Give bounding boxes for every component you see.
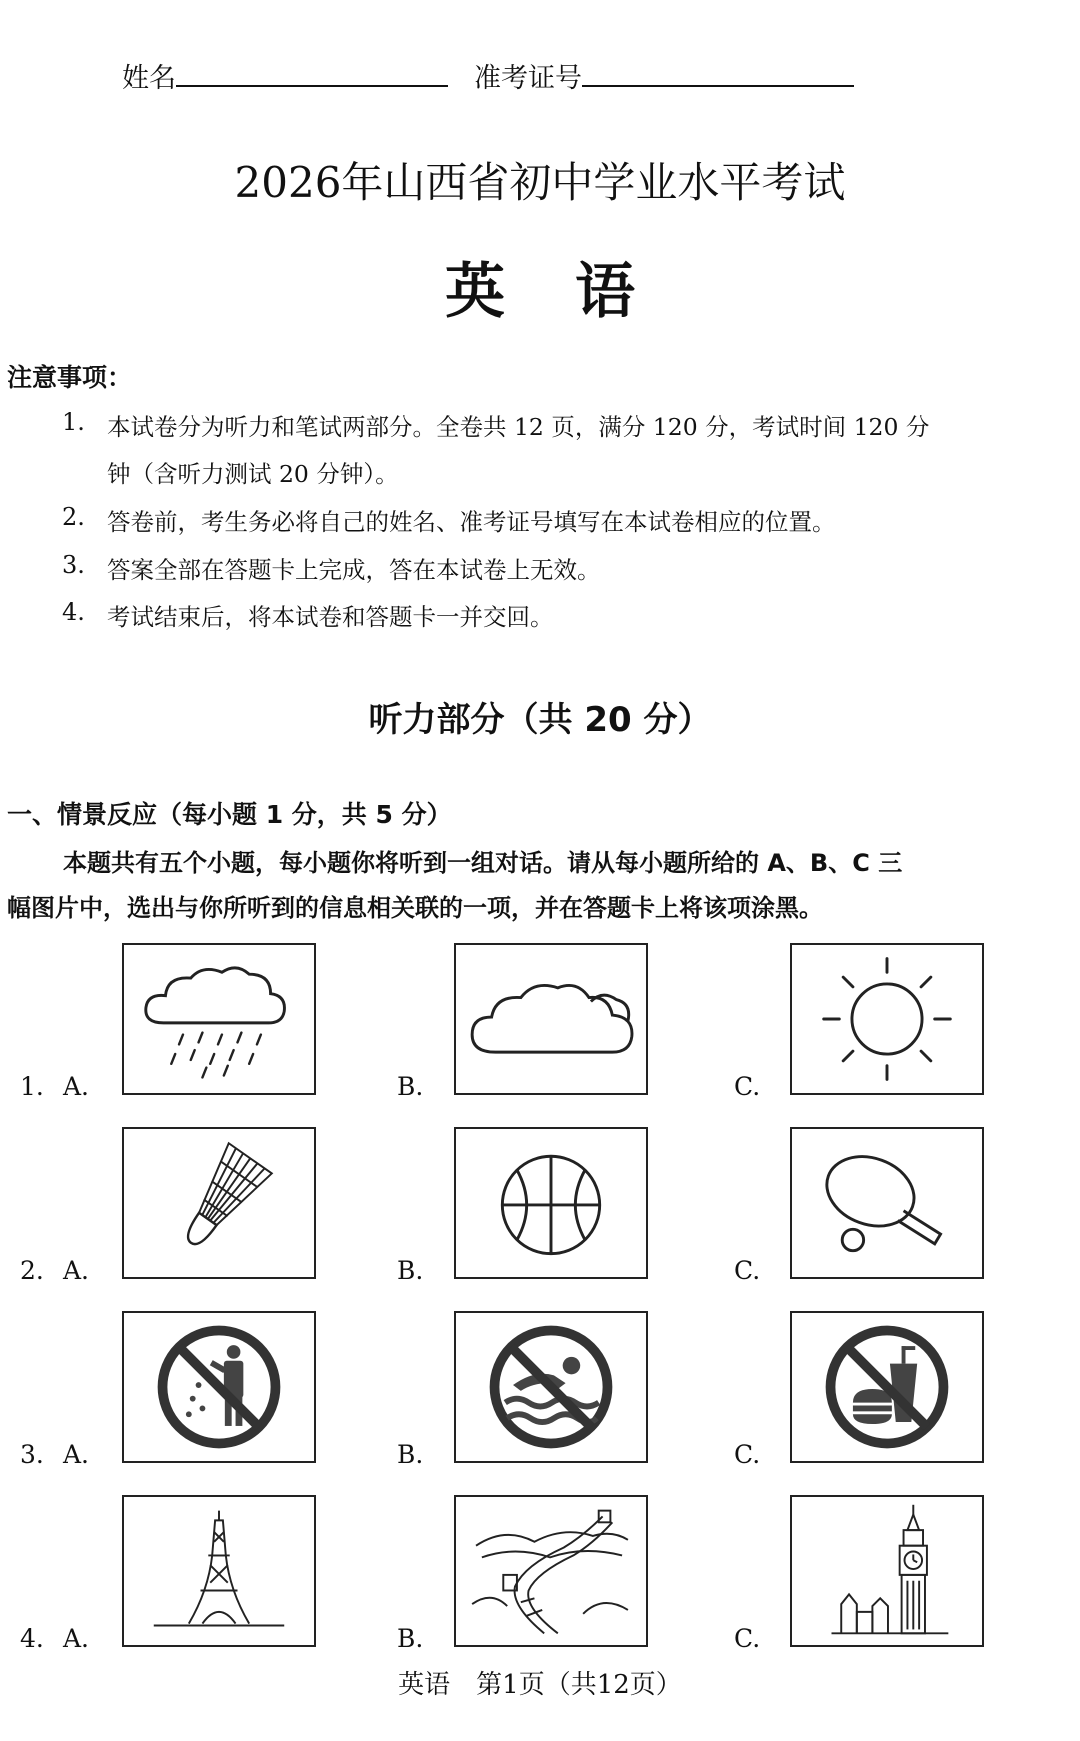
option-image-3a[interactable] — [122, 1311, 316, 1463]
option-image-2c[interactable] — [790, 1127, 984, 1279]
basketball-icon — [456, 1129, 646, 1277]
notice-heading: 注意事项： — [7, 363, 133, 392]
option-image-2a[interactable] — [122, 1127, 316, 1279]
option-image-1b[interactable] — [454, 943, 648, 1095]
eiffel-tower-icon — [124, 1497, 314, 1645]
option-image-1c[interactable] — [790, 943, 984, 1095]
notice-text: 本试卷分为听力和笔试两部分。全卷共 12 页，满分 120 分，考试时间 120 分 — [107, 413, 930, 441]
great-wall-icon — [456, 1497, 646, 1645]
big-ben-icon — [792, 1497, 982, 1645]
ping-pong-paddle-icon — [792, 1129, 982, 1277]
notice-text: 答案全部在答题卡上完成，答在本试卷上无效。 — [107, 556, 601, 584]
notice-num: 4. — [62, 598, 85, 626]
section-title: 听力部分（共 20 分） — [368, 700, 712, 740]
option-label[interactable]: B. — [397, 1072, 424, 1101]
option-label[interactable]: A. — [63, 1624, 90, 1653]
option-label[interactable]: C. — [734, 1256, 761, 1285]
option-image-2b[interactable] — [454, 1127, 648, 1279]
question-number: 1. — [20, 1072, 44, 1101]
option-label[interactable]: C. — [734, 1072, 761, 1101]
notice-text: 钟（含听力测试 20 分钟）。 — [107, 460, 399, 488]
part-instruction: 幅图片中，选出与你所听到的信息相关联的一项，并在答题卡上将该项涂黑。 — [7, 894, 823, 922]
sun-icon — [792, 945, 982, 1093]
option-image-4a[interactable] — [122, 1495, 316, 1647]
option-label[interactable]: A. — [63, 1440, 90, 1469]
name-blank[interactable] — [176, 63, 448, 87]
ticket-field — [474, 56, 854, 95]
question-number: 2. — [20, 1256, 44, 1285]
option-label[interactable]: C. — [734, 1624, 761, 1653]
part-instruction: 本题共有五个小题，每小题你将听到一组对话。请从每小题所给的 A、B、C 三 — [63, 849, 903, 877]
option-label[interactable]: B. — [397, 1440, 424, 1469]
part-heading: 一、情景反应（每小题 1 分，共 5 分） — [7, 800, 452, 829]
option-label[interactable]: C. — [734, 1440, 761, 1469]
exam-title: 2026年山西省初中学业水平考试 — [234, 158, 846, 207]
notice-num: 1. — [62, 408, 85, 436]
notice-num: 3. — [62, 551, 85, 579]
option-label[interactable]: A. — [63, 1072, 90, 1101]
name-field — [122, 56, 448, 95]
notice-text: 答卷前，考生务必将自己的姓名、准考证号填写在本试卷相应的位置。 — [107, 508, 836, 536]
no-food-icon — [792, 1313, 982, 1461]
option-label[interactable]: B. — [397, 1256, 424, 1285]
notice-text: 考试结束后，将本试卷和答题卡一并交回。 — [107, 603, 554, 631]
page-footer: 英语 第1页（共12页） — [398, 1670, 682, 1700]
cloudy-icon — [456, 945, 646, 1093]
option-image-3c[interactable] — [790, 1311, 984, 1463]
no-littering-icon — [124, 1313, 314, 1461]
rain-cloud-icon — [124, 945, 314, 1093]
shuttlecock-icon — [124, 1129, 314, 1277]
option-image-1a[interactable] — [122, 943, 316, 1095]
ticket-blank[interactable] — [582, 63, 854, 87]
option-image-4b[interactable] — [454, 1495, 648, 1647]
option-label[interactable]: B. — [397, 1624, 424, 1653]
no-swimming-icon — [456, 1313, 646, 1461]
notice-num: 2. — [62, 503, 85, 531]
question-number: 4. — [20, 1624, 44, 1653]
ticket-label: 准考证号 — [474, 63, 582, 94]
question-number: 3. — [20, 1440, 44, 1469]
option-image-4c[interactable] — [790, 1495, 984, 1647]
name-label: 姓名 — [122, 63, 176, 94]
option-image-3b[interactable] — [454, 1311, 648, 1463]
option-label[interactable]: A. — [63, 1256, 90, 1285]
subject-title: 英语 — [445, 257, 705, 327]
